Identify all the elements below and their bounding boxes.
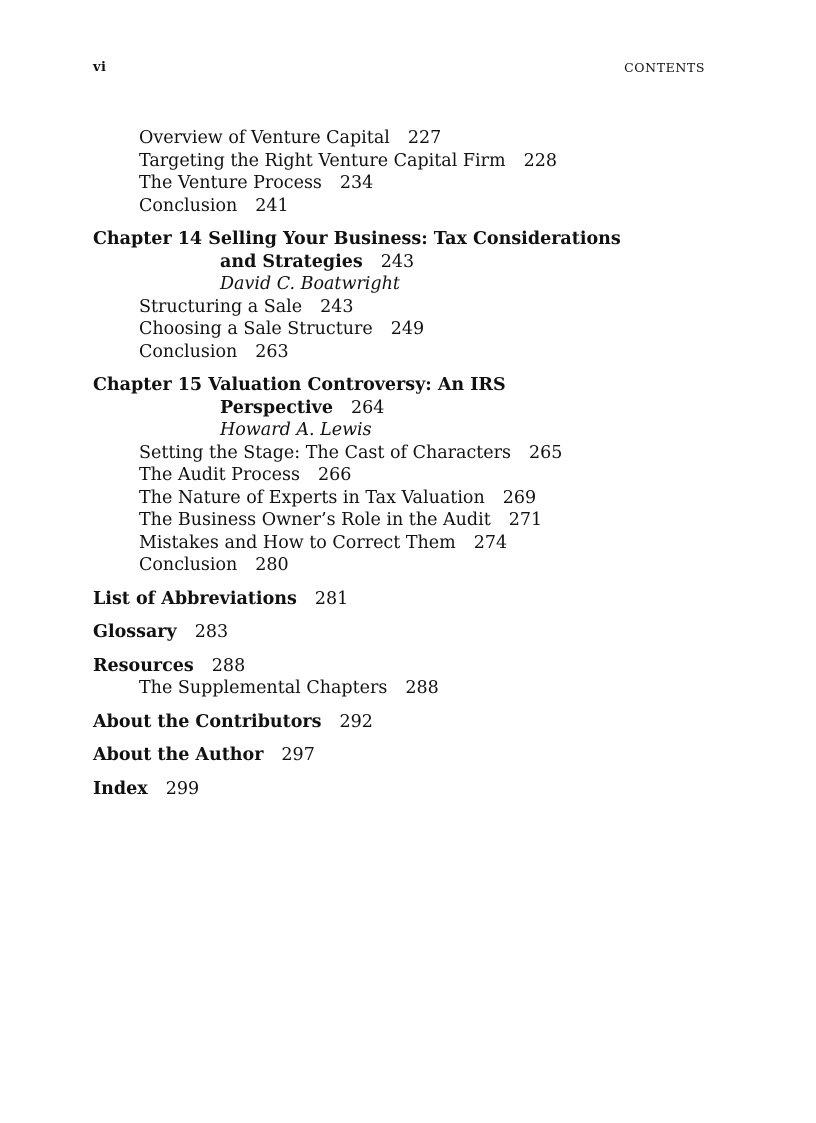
entry-title: About the Contributors [93, 711, 322, 732]
chapter-15-title-continued[interactable] [93, 397, 733, 420]
chapter-14-author: David C. Boatwright [220, 274, 400, 294]
entry-title: Targeting the Right Venture Capital Firm [139, 150, 506, 171]
toc-contributors[interactable] [93, 711, 733, 734]
toc-entry[interactable] [93, 464, 733, 487]
entry-title: The Venture Process [139, 173, 322, 193]
entry-title: Choosing a Sale Structure [139, 319, 373, 339]
entry-page: 297 [281, 745, 315, 765]
entry-page: 228 [523, 150, 558, 171]
toc-entry[interactable] [93, 509, 733, 532]
entry-page: 263 [255, 341, 289, 362]
entry-page: 292 [339, 711, 373, 732]
toc-entry[interactable] [93, 296, 733, 319]
entry-title: Glossary [93, 622, 177, 642]
entry-title: Setting the Stage: The Cast of Characters [139, 442, 512, 463]
chapter-title-line1: Valuation Controversy: An IRS [208, 375, 506, 395]
entry-title: Conclusion [139, 555, 238, 575]
page-number: vi [93, 60, 107, 75]
toc-entry[interactable] [93, 318, 733, 341]
entry-title: Resources [93, 655, 194, 676]
toc-entry[interactable] [93, 341, 733, 364]
toc-about-author[interactable] [93, 744, 733, 767]
toc-entry[interactable] [93, 487, 733, 510]
entry-title: Conclusion [139, 341, 238, 362]
toc-entry[interactable] [93, 127, 733, 150]
entry-page: 234 [339, 173, 374, 193]
entry-page: 280 [255, 555, 289, 575]
entry-page: 299 [165, 778, 200, 799]
entry-page: 274 [473, 532, 508, 553]
entry-page: 288 [405, 678, 439, 698]
toc-entry[interactable] [93, 442, 733, 465]
entry-page: 249 [390, 319, 425, 339]
entry-title: Mistakes and How to Correct Them [139, 532, 456, 553]
entry-title: List of Abbreviations [93, 588, 297, 609]
toc-glossary[interactable] [93, 621, 733, 644]
entry-page: 266 [317, 465, 352, 485]
toc-entry[interactable] [93, 677, 733, 700]
toc-entry[interactable] [93, 532, 733, 555]
toc-resources[interactable] [93, 655, 733, 678]
chapter-title-line1: Selling Your Business: Tax Considerations [208, 229, 621, 249]
chapter-label: Chapter 15 [93, 375, 203, 395]
chapter-15-author: Howard A. Lewis [220, 420, 372, 440]
entry-title: Structuring a Sale [139, 296, 303, 317]
entry-page: 241 [255, 195, 289, 216]
chapter-title-line2: Perspective [220, 397, 333, 418]
chapter-label: Chapter 14 [93, 229, 203, 249]
table-of-contents [93, 127, 733, 800]
toc-entry[interactable] [93, 554, 733, 577]
entry-title: The Supplemental Chapters [139, 678, 388, 698]
toc-abbreviations[interactable] [93, 588, 733, 611]
entry-title: Index [93, 778, 148, 799]
page-header [93, 60, 705, 78]
entry-page: 265 [529, 442, 563, 463]
chapter-page: 264 [350, 397, 385, 418]
entry-title: Conclusion [139, 195, 238, 216]
toc-entry[interactable] [93, 172, 733, 195]
chapter-15-heading[interactable] [93, 374, 733, 397]
chapter-14-title-continued[interactable] [93, 251, 733, 274]
chapter-page: 243 [380, 251, 415, 272]
entry-title: Overview of Venture Capital [139, 128, 390, 148]
entry-title: About the Author [93, 745, 264, 765]
toc-index[interactable] [93, 778, 733, 801]
chapter-title-line2: and Strategies [220, 251, 363, 272]
toc-entry[interactable] [93, 195, 733, 218]
entry-title: The Audit Process [139, 465, 300, 485]
entry-page: 269 [502, 487, 537, 508]
entry-page: 227 [407, 128, 442, 148]
chapter-14-heading[interactable] [93, 228, 733, 251]
entry-page: 288 [211, 655, 246, 676]
entry-title: The Nature of Experts in Tax Valuation [139, 487, 485, 508]
entry-title: The Business Owner’s Role in the Audit [139, 510, 491, 530]
entry-page: 243 [320, 296, 354, 317]
running-head: CONTENTS [624, 60, 705, 75]
toc-entry[interactable] [93, 150, 733, 173]
entry-page: 283 [194, 622, 229, 642]
entry-page: 271 [508, 510, 543, 530]
entry-page: 281 [314, 588, 349, 609]
